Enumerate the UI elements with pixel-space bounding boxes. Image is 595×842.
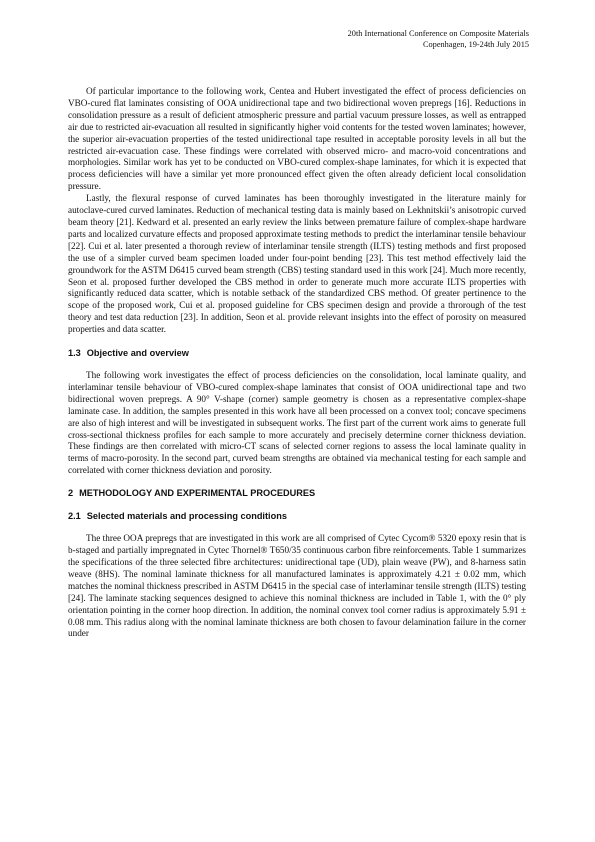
section-number: 2 xyxy=(68,488,74,499)
section-title: Objective and overview xyxy=(86,348,189,359)
section-heading-2-1 xyxy=(68,510,526,522)
body-text xyxy=(68,86,526,640)
paragraph-materials: The three OOA prepregs that are investigated in this work are all comprised of Cytec Cycom® 5320 epoxy resin that is b-staged and partially impregnated in Cytec Thornel® T650/35 continuous carbon fibre reinforcements. Table 1 summarizes the specifications of the three selected fibre architectures: unidirectional tape (UD), plain weave (PW), and 8-harness satin weave (8HS). The nominal laminate thickness for all manufactured laminates is approximately 4.21 ± 0.02 mm, which matches the nominal thickness prescribed in ASTM D6415 in the special case of interlaminar tensile strength (ILTS) testing [24]. The laminate stacking sequences designed to achieve this nominal thickness are included in Table 1, with the 0° ply orientation pointing in the corner hoop direction. In addition, the nominal convex tool corner radius is approximately 5.91 ± 0.08 mm. This radius along with the nominal laminate thickness are both chosen to favour delamination failure in the corner under xyxy=(68,533,526,639)
section-heading-2 xyxy=(68,487,526,499)
paragraph-objective: The following work investigates the effect of process deficiencies on the consolidation, local laminate quality, and interlaminar tensile behaviour of VBO-cured complex-shape laminates that consist of OOA unidirectional tape and two bidirectional woven prepregs. A 90° V-shape (corner) sample geometry is chosen as a representative complex-shape laminate case. In addition, the samples presented in this work have all been processed on a convex tool; concave specimens are also of high interest and will be investigated in subsequent works. The first part of the current work aims to generate full cross-sectional thickness profiles for each sample to more accurately and precisely determine corner thickness deviation. These findings are then correlated with micro-CT scans of selected corner regions to assess the local laminate quality in terms of macro-porosity. In the second part, curved beam strengths are obtained via mechanical testing for each sample and correlated with corner thickness deviation and porosity. xyxy=(68,370,526,476)
conference-location-date: Copenhagen, 19-24th July 2015 xyxy=(422,40,529,49)
section-heading-1-3 xyxy=(68,347,526,359)
conference-name: 20th International Conference on Composite Materials xyxy=(347,29,529,38)
section-number: 2.1 xyxy=(68,511,81,522)
running-header xyxy=(348,28,529,50)
section-number: 1.3 xyxy=(68,348,81,359)
section-title: METHODOLOGY AND EXPERIMENTAL PROCEDURES xyxy=(79,488,316,499)
section-title: Selected materials and processing conditions xyxy=(86,511,287,522)
paragraph-process-deficiencies: Of particular importance to the following work, Centea and Hubert investigated the effect of process deficiencies on VBO-cured flat laminates consisting of OOA unidirectional tape and two bidirectional woven prepregs [16]. Reductions in consolidation pressure as a result of deficient atmospheric pressure and partial vacuum pressure losses, as well as entrapped air due to restricted air-evacuation all resulted in significantly higher void contents for the tested woven laminates; however, the superior air-evacuation properties of the tested unidirectional tape resulted in acceptable porosity levels in all but the restricted air-evacuation case. These findings were correlated with observed micro- and macro-void concentrations and morphologies. Similar work has yet to be conducted on VBO-cured complex-shape laminates, for which it is expected that process deficiencies will have a similar yet more pronounced effect given the often already deficient local consolidation pressure. xyxy=(68,86,526,192)
paragraph-flexural-response: Lastly, the flexural response of curved laminates has been thoroughly investigated in the literature mainly for autoclave-cured curved laminates. Reduction of mechanical testing data is mainly based on Lekhnitskii’s anisotropic curved beam theory [21]. Kedward et al. presented an early review the links between premature failure of complex-shape hardware parts and localized curvature effects and proposed approximate testing methods to predict the interlaminar tensile behaviour [22]. Cui et al. later presented a thorough review of interlaminar tensile strength (ILTS) testing methods and first proposed the use of a simpler curved beam specimen loaded under four-point bending [23]. This test method effectively laid the groundwork for the ASTM D6415 curved beam strength (CBS) testing standard used in this work [24]. Much more recently, Seon et al. proposed further developed the CBS method in order to generate much more accurate ILTS properties with significantly reduced data scatter, which is notable setback of the standardized CBS method. Of greater pertinence to the scope of the proposed work, Cui et al. proposed guideline for CBS specimen design and provide a throrough of the test theory and test data reduction [23]. In addition, Seon et al. provide relevant insights into the effect of porosity on measured properties and data scatter. xyxy=(68,193,526,335)
